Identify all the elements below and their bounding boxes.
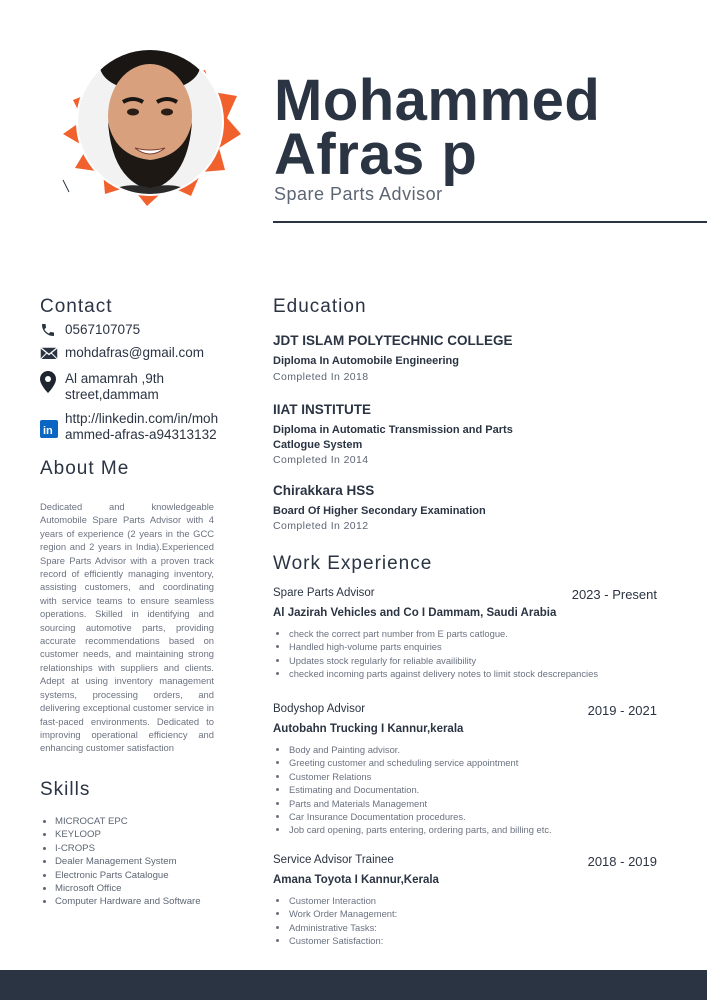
duty-item: • Car Insurance Documentation procedures. <box>289 810 673 823</box>
contact-heading: Contact <box>40 296 113 317</box>
name-line-2: Afras p <box>274 122 478 187</box>
duty-item: • Parts and Materials Management <box>289 797 673 810</box>
job-entry <box>273 854 657 954</box>
duty-item: • Administrative Tasks: <box>289 921 673 934</box>
email-address[interactable]: mohdafras@gmail.com <box>65 345 205 360</box>
skill-item: • KEYLOOP <box>55 828 255 841</box>
about-text: Dedicated and knowledgeable Automobile Spare Parts Advisor with 4 years of experience (2 years in the GCC region and 2 years in India).Experienced Spare Parts Advisor with a proven track record of efficiently managing inventory, assisting customers, and coordinating with service teams to ensure seamless operations. Skilled in identifying and sourcing automotive parts, providing accurate recommendations based on customer needs, and maintaining strong relationships with suppliers and clients. Adept at using inventory management systems, processing orders, and delivering exceptional customer service in fast-paced environments. Dedicated to improving operational efficiency and enhancing customer satisfaction <box>40 501 214 754</box>
duty-item: • Updates stock regularly for reliable availibility <box>289 654 673 667</box>
duty-item: • Handled high-volume parts enquiries <box>289 640 673 653</box>
about-heading: About Me <box>40 458 130 479</box>
duty-item: • Job card opening, parts entering, ordering parts, and billing etc. <box>289 823 673 836</box>
job-role: Bodyshop Advisor <box>273 703 366 715</box>
education-completed: Completed In 2018 <box>273 371 369 383</box>
education-degree: Diploma In Automobile Engineering <box>273 355 459 367</box>
skill-item: • Electronic Parts Catalogue <box>55 869 255 882</box>
footer-bar <box>0 970 707 1000</box>
duty-item: • Customer Satisfaction: <box>289 934 673 947</box>
education-institution: JDT ISLAM POLYTECHNIC COLLEGE <box>273 333 513 348</box>
mail-icon <box>40 345 58 363</box>
address-text: Al amamrah ,9th street,dammam <box>65 371 165 402</box>
education-completed: Completed In 2012 <box>273 520 369 532</box>
job-role: Service Advisor Trainee <box>273 854 394 866</box>
job-duties <box>273 743 673 837</box>
duty-item: • Customer Interaction <box>289 894 673 907</box>
work-experience-heading: Work Experience <box>273 553 433 574</box>
skills-list <box>40 815 255 909</box>
job-title: Spare Parts Advisor <box>274 184 443 204</box>
linkedin-icon <box>40 420 58 438</box>
name-line-1: Mohammed <box>274 68 601 133</box>
svg-text:in: in <box>43 425 53 437</box>
duty-item: • Work Order Management: <box>289 907 673 920</box>
duty-item: • Customer Relations <box>289 770 673 783</box>
skill-item: • Computer Hardware and Software <box>55 895 255 908</box>
job-company: Al Jazirah Vehicles and Co I Dammam, Saudi Arabia <box>273 607 557 619</box>
duty-item: • Estimating and Documentation. <box>289 783 673 796</box>
duty-item: • check the correct part number from E parts catlogue. <box>289 627 673 640</box>
phone-number: 0567107075 <box>65 322 141 337</box>
job-duties <box>273 627 673 681</box>
duty-item: • checked incoming parts against delivery notes to limit stock descrepancies <box>289 667 673 680</box>
profile-photo <box>55 30 245 215</box>
education-institution: IIAT INSTITUTE <box>273 402 371 417</box>
skill-item: • I-CROPS <box>55 842 255 855</box>
duty-item: • Greeting customer and scheduling service appointment <box>289 756 673 769</box>
job-role: Spare Parts Advisor <box>273 587 375 599</box>
job-duties <box>273 894 673 948</box>
education-completed: Completed In 2014 <box>273 454 369 466</box>
job-company: Amana Toyota I Kannur,Kerala <box>273 874 439 886</box>
job-dates: 2018 - 2019 <box>587 854 657 869</box>
job-company: Autobahn Trucking I Kannur,kerala <box>273 723 464 735</box>
location-pin-icon <box>40 371 58 389</box>
job-dates: 2019 - 2021 <box>587 703 657 718</box>
job-entry <box>273 703 657 843</box>
skills-heading: Skills <box>40 779 91 800</box>
education-degree: Diploma in Automatic Transmission and Parts Catlogue System <box>273 424 513 451</box>
education-degree: Board Of Higher Secondary Examination <box>273 505 486 517</box>
skill-item: • Dealer Management System <box>55 855 255 868</box>
education-institution: Chirakkara HSS <box>273 483 375 498</box>
skill-item: • Microsoft Office <box>55 882 255 895</box>
phone-icon <box>40 322 58 340</box>
candidate-name <box>274 68 601 187</box>
education-heading: Education <box>273 296 367 317</box>
duty-item: • Body and Painting advisor. <box>289 743 673 756</box>
job-dates: 2023 - Present <box>571 587 657 602</box>
job-entry <box>273 587 657 687</box>
skill-item: • MICROCAT EPC <box>55 815 255 828</box>
header-divider <box>273 221 707 223</box>
linkedin-url[interactable]: http://linkedin.com/in/mohammed-afras-a94313132 <box>65 411 219 442</box>
